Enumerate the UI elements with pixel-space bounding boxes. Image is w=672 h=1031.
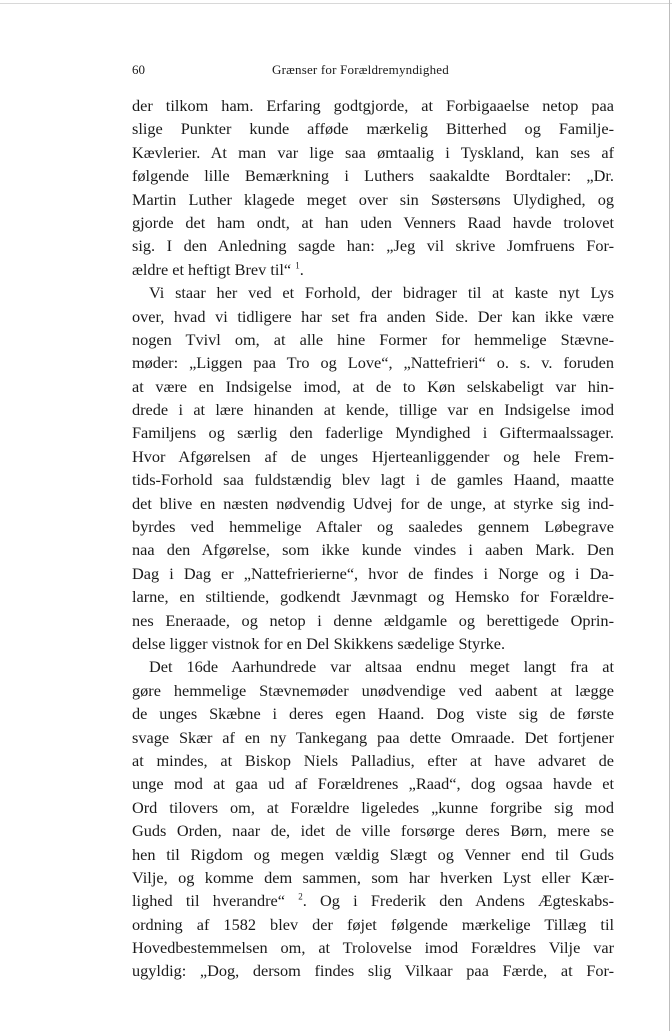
text-line: der tilkom ham. Erfaring godtgjorde, at Forbigaaelse netop paa — [132, 96, 614, 115]
text-line: ugyldig: „Dog, dersom findes slig Vilkaar paa Færde, at For- — [132, 961, 614, 981]
page-right-edge — [669, 0, 670, 1031]
text-line: ældre et heftigt Brev til“ $^1$. — [132, 259, 304, 279]
text-line: Martin Luther klagede meget over sin Søstersøns Ulydighed, og — [132, 189, 614, 209]
text-line: møder: „Liggen paa Tro og Love“, „Nattefrieri“ o. s. v. foruden — [132, 353, 614, 373]
text-line: Dag i Dag er „Nattefrierierne“, hvor de findes i Norge og i Da- — [132, 563, 614, 583]
text-line: hen til Rigdom og megen vældig Slægt og Venner end til Guds — [132, 844, 614, 864]
text-line: Hovedbestemmelsen om, at Trolovelse imod Forældres Vilje var — [132, 938, 614, 958]
text-line: gøre hemmelige Stævnemøder unødvendige ved aabent at lægge — [132, 680, 614, 700]
text-line: ordning af 1582 blev der føjet følgende mærkelige Tillæg til — [132, 914, 614, 934]
text-line: slige Punkter kunde afføde mærkelig Bitterhed og Familje- — [132, 119, 614, 139]
text-line: naa den Afgørelse, som ikke kunde vindes i aaben Mark. Den — [132, 540, 614, 560]
paragraph-start-line: Vi staar her ved et Forhold, der bidrager til at kaste nyt Lys — [149, 283, 614, 303]
text-line: at mindes, at Biskop Niels Palladius, efter at have advaret de — [132, 750, 614, 770]
body-text — [132, 94, 614, 983]
text-line: svage Skær af en ny Tankegang paa dette Omraade. Det fortjener — [132, 727, 614, 747]
text-line: Guds Orden, naar de, idet de ville forsørge deres Børn, mere se — [132, 821, 614, 841]
text-line: Familjens og særlig den faderlige Myndighed i Giftermaalssager. — [132, 423, 614, 443]
text-line: sig. I den Anledning sagde han: „Jeg vil skrive Jomfruens For- — [132, 236, 614, 256]
running-title: Grænser for Forældremyndighed — [272, 62, 449, 77]
text-line: nes Eneraade, og netop i denne ældgamle og berettigede Oprin- — [132, 610, 614, 630]
text-line: tids-Forhold saa fuldstændig blev lagt i de gamles Haand, maatte — [132, 470, 614, 490]
text-line: byrdes ved hemmelige Aftaler og saaledes gennem Løbegrave — [132, 517, 614, 537]
text-line: Vilje, og komme dem sammen, som har hverken Lyst eller Kær- — [132, 867, 614, 887]
text-line: Ord tilovers om, at Forældre ligeledes „kunne forgribe sig mod — [132, 797, 614, 817]
text-line: lighed til hverandre“ $^2$. Og i Frederik den Andens Ægteskabs- — [132, 891, 614, 911]
text-line: larne, en stiltiende, godkendt Jævnmagt og Hemsko for Forældre- — [132, 587, 614, 607]
page-header — [132, 62, 614, 78]
text-line: unge mod at gaa ud af Forældrenes „Raad“, dog ogsaa havde et — [132, 774, 614, 794]
text-line: Kævlerier. At man var lige saa ømtaalig i Tyskland, kan ses af — [132, 142, 614, 162]
text-line: over, hvad vi tidligere har set fra anden Side. Der kan ikke være — [132, 306, 614, 326]
text-line: Hvor Afgørelsen af de unges Hjerteanliggender og hele Frem- — [132, 446, 614, 466]
text-line: følgende lille Bemærkning i Luthers saakaldte Bordtaler: „Dr. — [132, 166, 614, 186]
text-line: drede i at lære hinanden at kende, tillige var en Indsigelse imod — [132, 400, 614, 420]
page-top-edge — [0, 3, 672, 4]
text-line: at være en Indsigelse imod, at de to Køn selskabeligt var hin- — [132, 376, 614, 396]
page-number: 60 — [132, 62, 145, 77]
text-line: de unges Skæbne i deres egen Haand. Dog viste sig de første — [132, 704, 614, 724]
footnote-marker: 2 — [298, 891, 303, 902]
text-line: gjorde det ham ondt, at han uden Venners Raad havde trolovet — [132, 212, 614, 232]
paragraph-start-line: Det 16de Aarhundrede var altsaa endnu meget langt fra at — [149, 657, 614, 677]
footnote-marker: 1 — [295, 260, 300, 271]
text-line: det blive en næsten nødvendig Udvej for de unge, at styrke sig ind- — [132, 493, 614, 513]
text-line: delse ligger vistnok for en Del Skikkens sædelige Styrke. — [132, 633, 506, 653]
text-line: nogen Tvivl om, at alle hine Former for hemmelige Stævne- — [132, 329, 614, 349]
